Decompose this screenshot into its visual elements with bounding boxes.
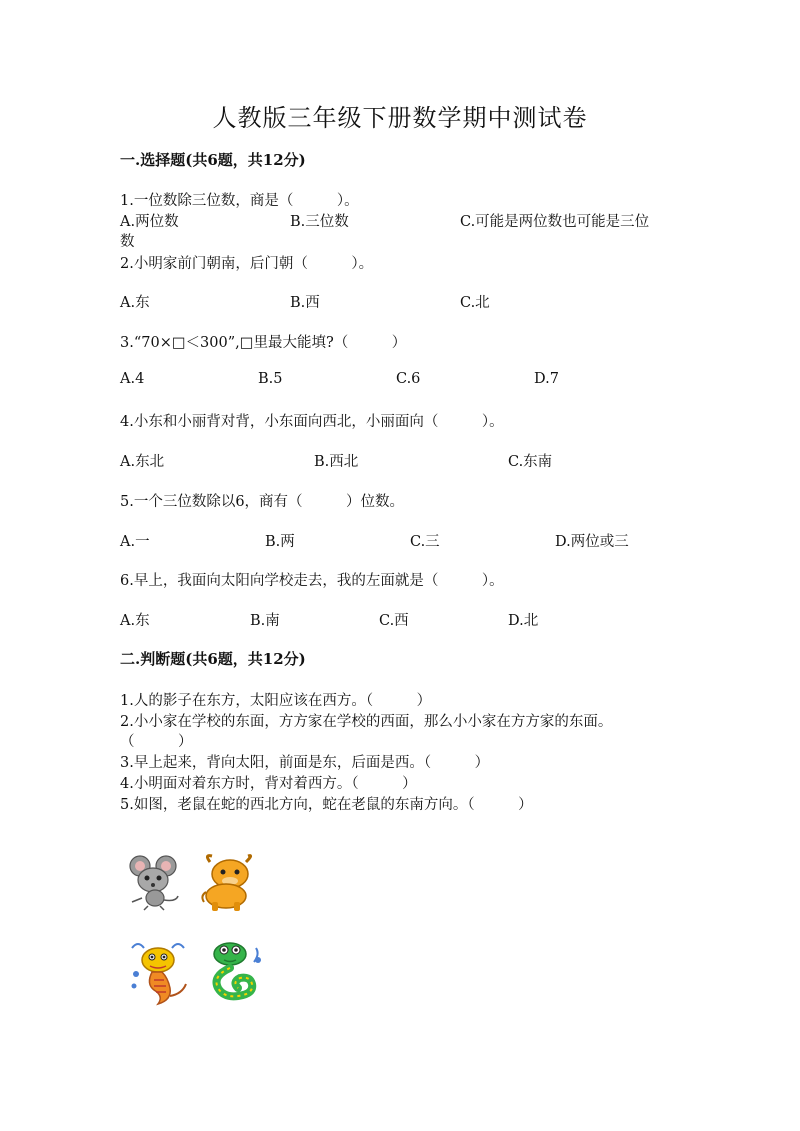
question-3-stem: 3.“70×□＜300”,□里最大能填?（ ） [120, 335, 407, 351]
ox-picture [198, 852, 258, 912]
question-1-stem: 1.一位数除三位数，商是（ ）。 [120, 193, 359, 209]
question-3-option-a: A.4 [120, 371, 145, 387]
question-1-option-b: B.三位数 [290, 214, 349, 230]
question-4-option-a: A.东北 [120, 454, 165, 470]
question-5-option-c: C.三 [410, 534, 440, 550]
judgment-item-4: 4.小明面对着东方时，背对着西方。（ ） [120, 776, 417, 792]
section-heading-judgment: 二.判断题(共6题，共12分) [120, 650, 306, 668]
question-3-option-c: C.6 [396, 371, 421, 387]
question-4-option-c: C.东南 [508, 454, 553, 470]
judgment-item-2: 2.小小家在学校的东面，方方家在学校的西面，那么小小家在方方家的东面。 [120, 714, 613, 730]
question-5-stem: 5.一个三位数除以6，商有（ ）位数。 [120, 494, 405, 510]
mouse-picture [126, 852, 186, 912]
question-6-option-d: D.北 [508, 613, 539, 629]
question-3-option-b: B.5 [258, 371, 283, 387]
question-6-stem: 6.早上，我面向太阳向学校走去，我的左面就是（ ）。 [120, 573, 504, 589]
judgment-item-5: 5.如图，老鼠在蛇的西北方向，蛇在老鼠的东南方向。（ ） [120, 797, 533, 813]
question-5-option-d: D.两位或三 [555, 534, 629, 550]
question-1-option-c-continuation: 数 [120, 234, 135, 250]
judgment-item-2-bracket: （ ） [120, 734, 193, 750]
question-4-option-b: B.西北 [314, 454, 359, 470]
question-6-option-a: A.东 [120, 613, 150, 629]
question-4-stem: 4.小东和小丽背对背，小东面向西北，小丽面向（ ）。 [120, 414, 504, 430]
judgment-item-3: 3.早上起来，背向太阳，前面是东，后面是西。（ ） [120, 755, 490, 771]
question-1-option-c: C.可能是两位数也可能是三位 [460, 214, 650, 230]
question-5-option-b: B.两 [265, 534, 295, 550]
dragon-picture [128, 938, 188, 998]
question-2-option-b: B.西 [290, 295, 320, 311]
snake-picture [204, 938, 264, 998]
judgment-item-1: 1.人的影子在东方，太阳应该在西方。（ ） [120, 693, 432, 709]
question-2-option-a: A.东 [120, 295, 150, 311]
page-title: 人教版三年级下册数学期中测试卷 [212, 104, 588, 132]
question-2-stem: 2.小明家前门朝南，后门朝（ ）。 [120, 256, 374, 272]
question-2-option-c: C.北 [460, 295, 490, 311]
question-3-option-d: D.7 [534, 371, 559, 387]
question-6-option-b: B.南 [250, 613, 280, 629]
question-1-option-a: A.两位数 [120, 214, 179, 230]
section-heading-choice: 一.选择题(共6题，共12分) [120, 151, 306, 169]
question-6-option-c: C.西 [379, 613, 409, 629]
question-5-option-a: A.一 [120, 534, 150, 550]
